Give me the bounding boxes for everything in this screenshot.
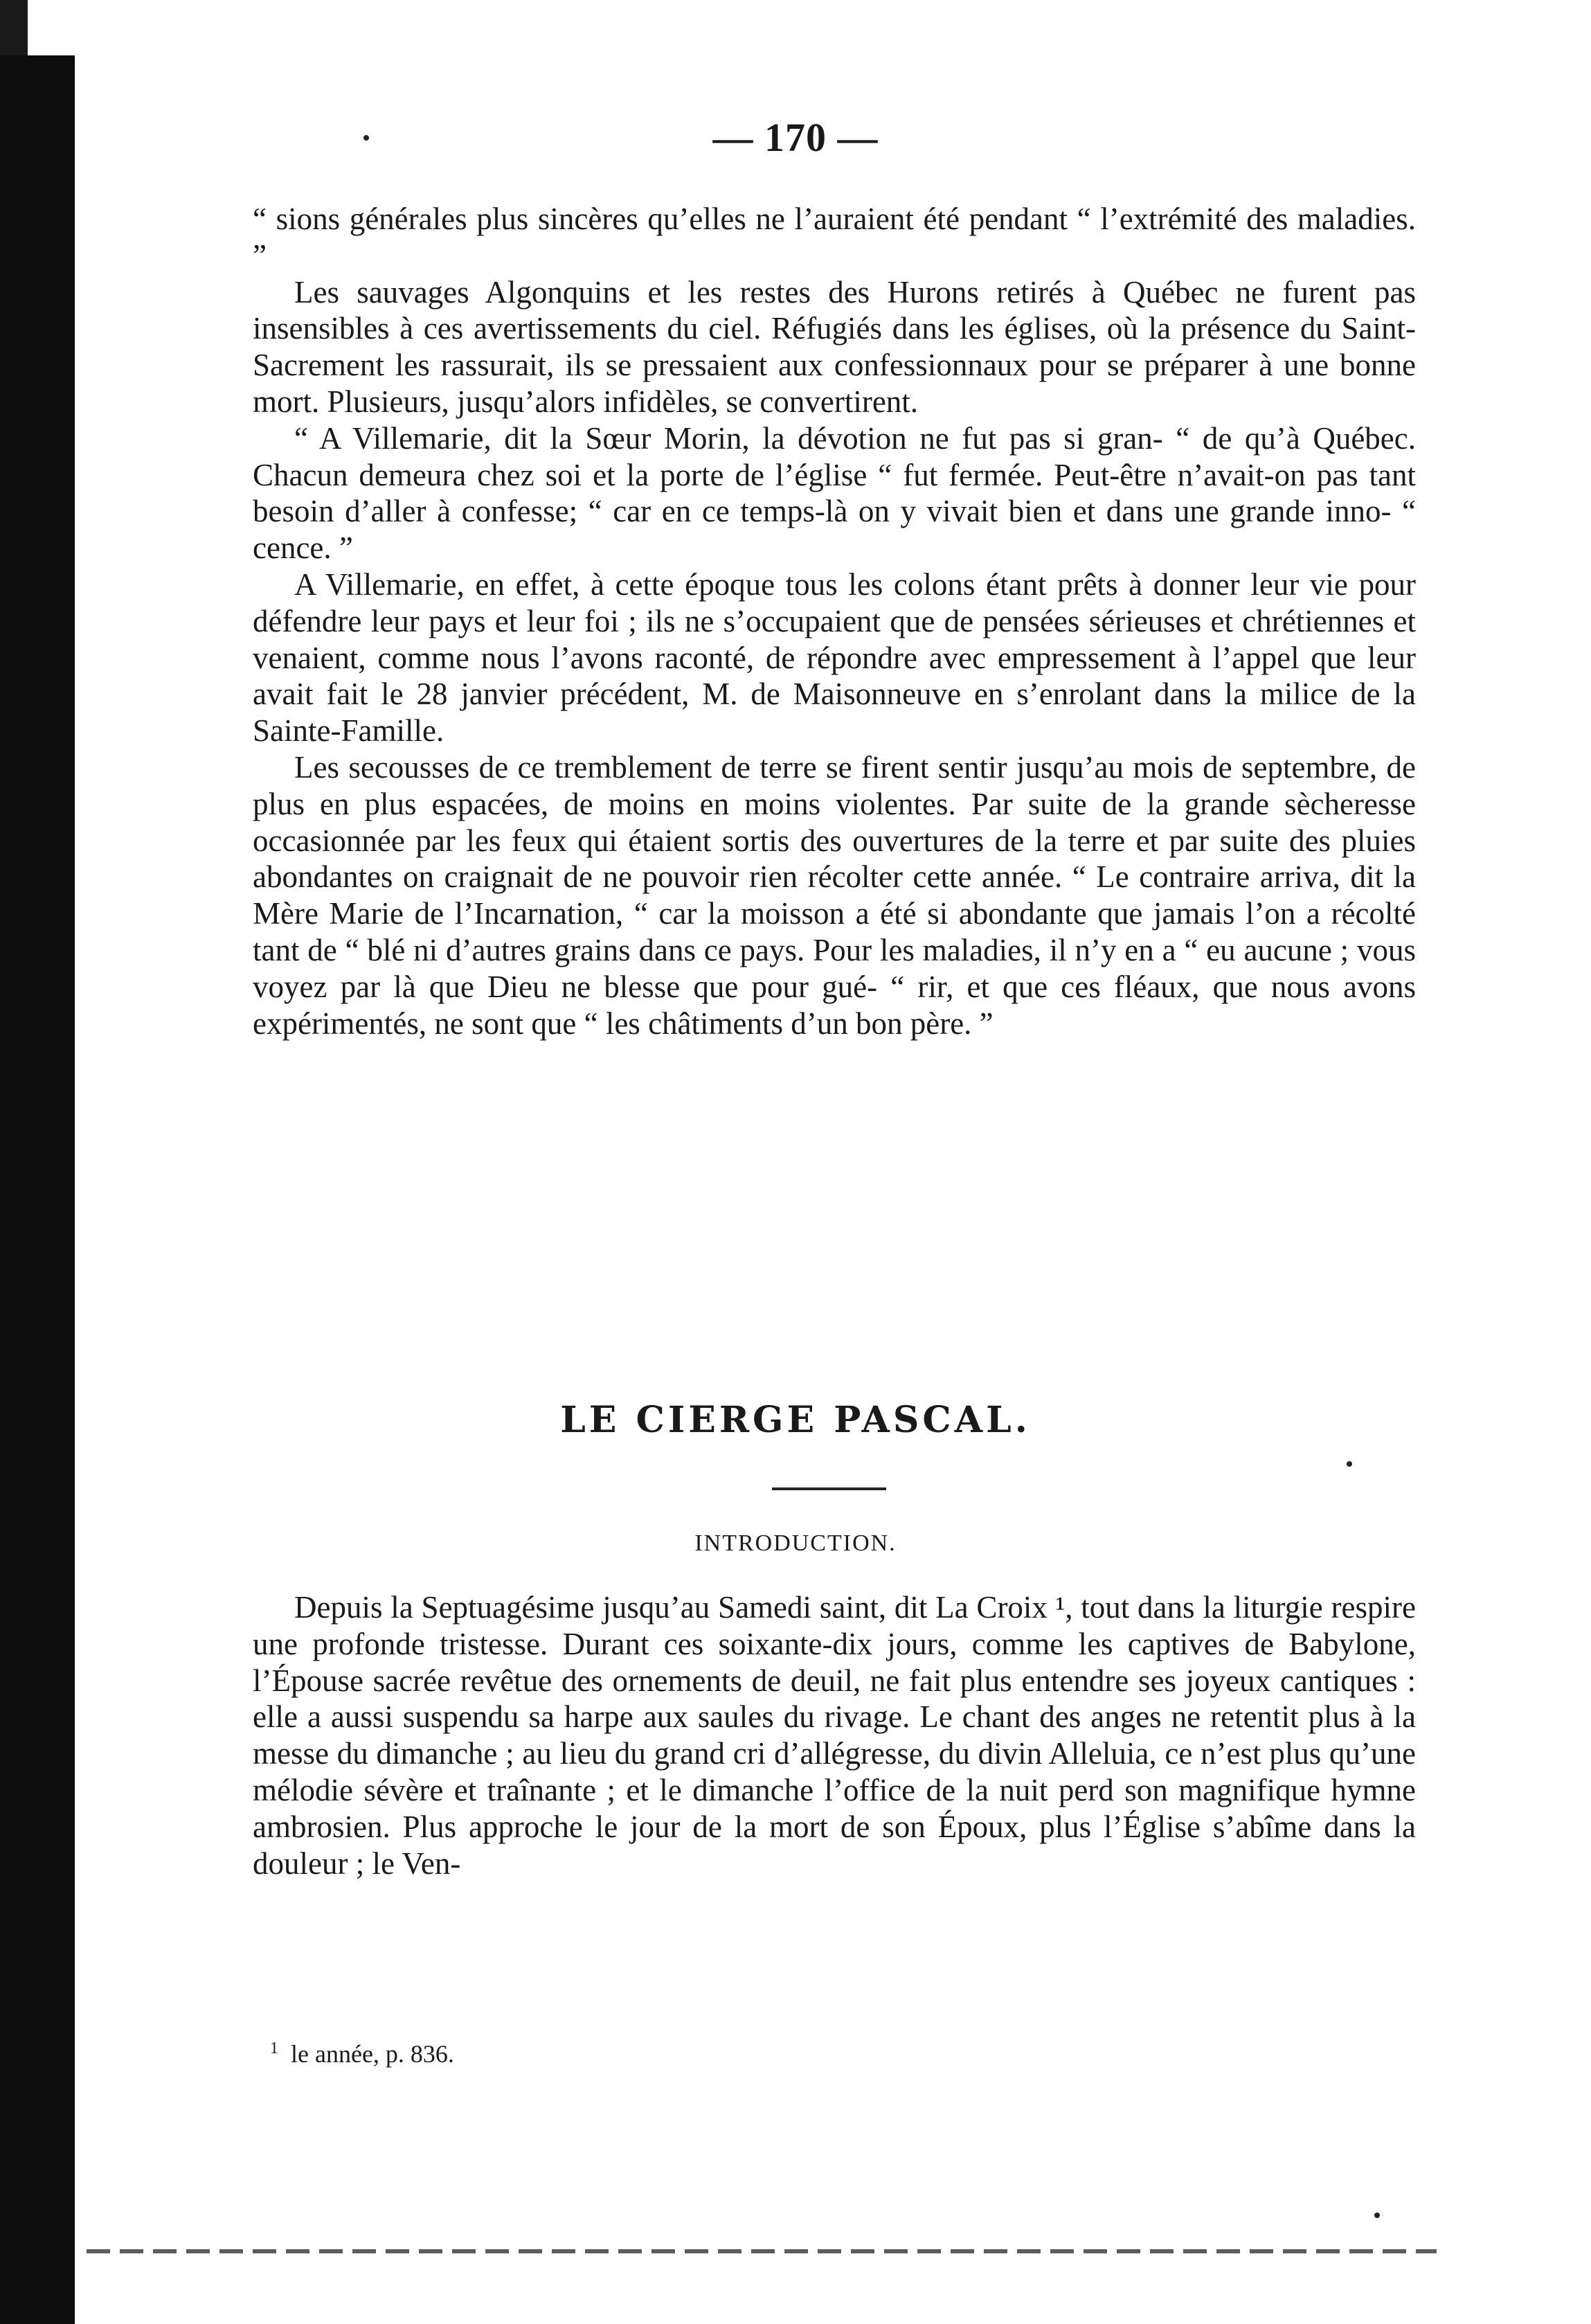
paragraph: “ sions générales plus sincères qu’elles ne l’auraient été pendant “ l’extrémité des maladies. ” bbox=[253, 202, 1416, 273]
scan-speck bbox=[1347, 1461, 1352, 1467]
scan-speck bbox=[1374, 2213, 1380, 2218]
paragraph: “ A Villemarie, dit la Sœur Morin, la dévotion ne fut pas si gran- “ de qu’à Québec. Chacun demeura chez soi et la porte de l’église “ fut fermée. Peut-être n’avait-on pas tant besoin d’aller à confesse; “ car en ce temps-là on y vivait bien et dans une grande inno- “ cence. ” bbox=[253, 420, 1416, 566]
paragraph: A Villemarie, en effet, à cette époque tous les colons étant prêts à donner leur vie pour défendre leur pays et leur foi ; ils ne s’occupaient que de pensées sérieuses et chrétiennes et venaient, comme nous l’avons raconté, de répondre avec empressement à l’appel que leur avait fait le 28 janvier précédent, M. de Maisonneuve en s’enrolant dans la milice de la Sainte-Famille. bbox=[253, 566, 1416, 749]
section-title: LE CIERGE PASCAL. bbox=[560, 1399, 1031, 1441]
footnote-marker: 1 bbox=[270, 2039, 278, 2057]
scan-binding-edge bbox=[0, 55, 75, 2324]
scan-bottom-rule bbox=[87, 2249, 1437, 2253]
subheading: INTRODUCTION. bbox=[694, 1530, 897, 1556]
footnote bbox=[270, 2039, 454, 2068]
paragraph: Depuis la Septuagésime jusqu’au Samedi saint, dit La Croix ¹, tout dans la liturgie respire une profonde tristesse. Durant ces soixante-dix jours, comme les captives de Babylone, l’Épouse sacrée revêtue des ornements de deuil, ne fait plus entendre ses joyeux cantiques : elle a aussi suspendu sa harpe aux saules du rivage. Le chant des anges ne retentit plus à la messe du dimanche ; au lieu du grand cri d’allégresse, du divin Alleluia, ce n’est plus qu’une mélodie sévère et traînante ; et le dimanche l’office de la nuit perd son magnifique hymne ambrosien. Plus approche le jour de la mort de son Époux, plus l’Église s’abîme dans la douleur ; le Ven- bbox=[253, 1590, 1416, 1881]
scan-speck bbox=[363, 135, 369, 141]
paragraph: Les sauvages Algonquins et les restes des Hurons retirés à Québec ne furent pas insensibles à ces avertissements du ciel. Réfugiés dans les églises, où la présence du Saint-Sacrement les rassurait, ils se pressaient aux confessionnaux pour se préparer à une bonne mort. Plusieurs, jusqu’alors infidèles, se convertirent. bbox=[253, 274, 1416, 419]
title-rule bbox=[772, 1487, 886, 1490]
footnote-text: le année, p. 836. bbox=[291, 2040, 454, 2068]
paragraph: Les secousses de ce tremblement de terre se firent sentir jusqu’au mois de septembre, de plus en plus espacées, de moins en moins violentes. Par suite de la grande sècheresse occasionnée par les feux qui étaient sortis des ouvertures de la terre et par suite des pluies abondantes on craignait de ne pouvoir rien récolter cette année. “ Le contraire arriva, dit la Mère Marie de l’Incarnation, “ car la moisson a été si abondante que jamais l’on a récolté tant de “ blé ni d’autres grains dans ce pays. Pour les maladies, il n’y en a “ eu aucune ; vous voyez par là que Dieu ne blesse que pour gué- “ rir, et que ces fléaux, que nous avons expérimentés, ne sont que “ les châtiments d’un bon père. ” bbox=[253, 749, 1416, 1041]
scan-edge-top bbox=[0, 0, 28, 62]
bottom-text-block bbox=[253, 1589, 1416, 1881]
top-text-block bbox=[253, 201, 1416, 1042]
page-number: — 170 — bbox=[712, 115, 879, 160]
